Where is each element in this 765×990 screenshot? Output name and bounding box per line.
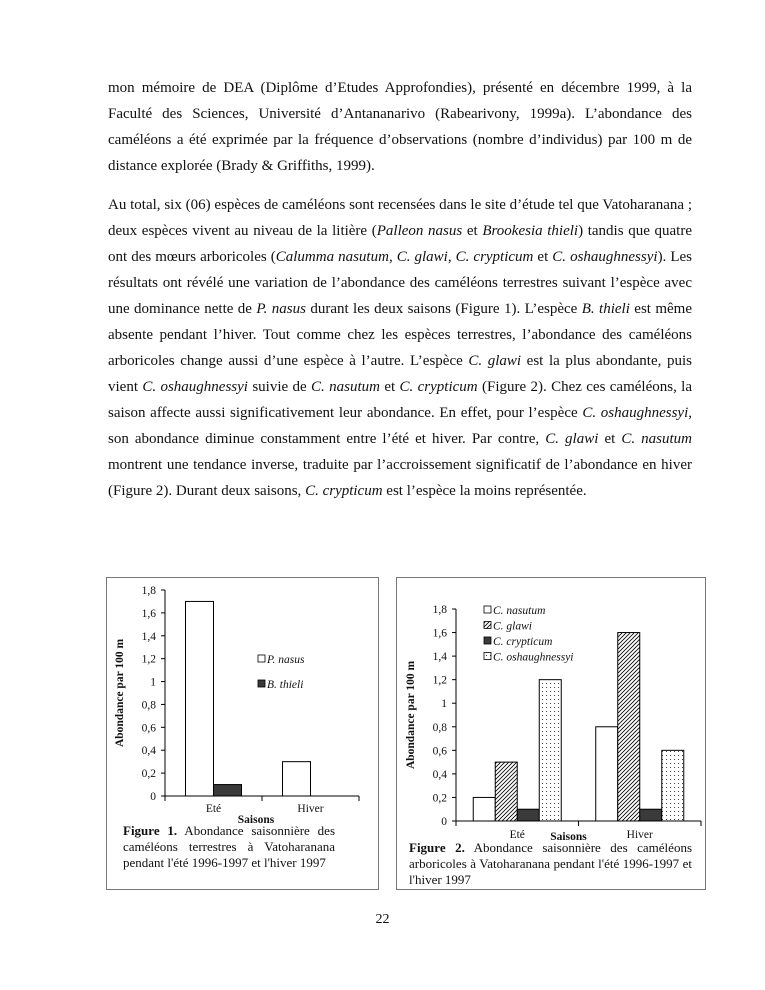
text-segment: montrent une tendance inverse, traduite par l’accroissement significatif de l’abondance en hiver (Figure 2). Durant deux saisons, <box>108 457 692 499</box>
species-name: C. glawi <box>468 353 522 369</box>
paragraph-2 <box>108 192 692 504</box>
y-tick-label: 0 <box>441 816 447 828</box>
y-tick-label: 1,6 <box>141 607 156 620</box>
text-segment: (Figure 2). Chez ces caméléons, la saison affecte aussi significativement leur abondance. En effet, pour l’espèce <box>108 379 693 421</box>
legend-swatch <box>484 637 491 644</box>
text-segment: , <box>388 249 397 265</box>
figure-2 <box>396 577 706 890</box>
text-segment: est la plus abondante, puis vient <box>108 353 692 395</box>
caption-label: Figure 2. <box>409 840 465 855</box>
y-axis-title: Abondance par 100 m <box>405 660 417 770</box>
paragraph-1 <box>108 75 692 179</box>
species-name: Brookesia thieli <box>482 223 579 239</box>
text-segment: durant les deux saisons (Figure 1). L’espèce <box>305 301 582 317</box>
species-name: B. thieli <box>581 301 630 317</box>
figure-1 <box>106 577 379 890</box>
figure-2-caption <box>409 840 692 888</box>
bar <box>662 750 684 821</box>
text-segment: est même absente pendant l’hiver. Tout comme chez les espèces terrestres, l’abondance des caméléons arboricoles change aussi d’une espèce à l’autre. L’espèce <box>108 301 692 369</box>
species-name: C. oshaughnessyi <box>582 405 689 421</box>
text-segment: est l’espèce la moins représentée. <box>382 483 587 499</box>
bar <box>186 601 214 796</box>
species-name: C. glawi <box>396 249 448 265</box>
text-segment: et <box>598 431 622 447</box>
legend-label: C. crypticum <box>493 636 553 648</box>
bar <box>596 727 618 821</box>
species-name: Palleon nasus <box>376 223 463 239</box>
y-tick-label: 1,2 <box>141 653 156 666</box>
y-tick-label: 1,8 <box>432 604 447 616</box>
legend-label: C. nasutum <box>493 605 546 617</box>
y-tick-label: 1 <box>441 698 447 711</box>
species-name: C. nasutum <box>311 379 380 395</box>
caption-text: Abondance saisonnière des caméléons arboricoles à Vatoharanana pendant l'été 1996-1997 et l'hiver 1997 <box>409 840 692 887</box>
caption-text: Abondance saisonnière des caméléons terrestres à Vatoharanana pendant l'été 1996-1997 et l'hiver 1997 <box>123 823 335 870</box>
text-segment: et <box>533 249 553 265</box>
text-segment: et <box>379 379 400 395</box>
x-axis-title: Saisons <box>237 814 275 826</box>
y-tick-label: 0,6 <box>432 745 447 758</box>
x-tick-label: Hiver <box>626 829 653 841</box>
text-segment: ). Les résultats ont révélé une variation de l’abondance des caméléons terrestres suivant l’espèce avec une dominance nette de <box>108 249 692 317</box>
y-tick-label: 0 <box>150 791 156 803</box>
legend-label: C. oshaughnessyi <box>493 651 574 664</box>
legend-swatch <box>258 655 265 662</box>
y-tick-label: 0,4 <box>141 745 156 758</box>
y-tick-label: 1,8 <box>141 585 156 597</box>
legend-swatch <box>484 606 491 613</box>
y-tick-label: 0,2 <box>432 792 447 805</box>
species-name: C. oshaughnessyi <box>552 249 658 265</box>
legend-label: C. glawi <box>493 620 532 633</box>
y-tick-label: 1 <box>150 676 156 689</box>
y-tick-label: 0,8 <box>432 721 447 734</box>
y-axis-title: Abondance par 100 m <box>114 638 126 748</box>
y-tick-label: 1,4 <box>141 630 156 643</box>
species-name: C. crypticum <box>399 379 478 395</box>
text-segment: ) tandis que quatre ont des mœurs arboricoles ( <box>108 223 692 265</box>
bar <box>618 633 640 821</box>
page-number: 22 <box>375 912 390 927</box>
species-name: C. glawi <box>545 431 599 447</box>
legend-label: P. nasus <box>267 654 305 666</box>
y-tick-label: 0,2 <box>141 768 156 781</box>
legend-swatch <box>484 653 491 660</box>
figure-1-caption <box>123 823 335 871</box>
x-axis-title: Saisons <box>550 831 587 843</box>
x-tick-label: Eté <box>509 829 525 841</box>
bar <box>283 762 311 796</box>
x-tick-label: Eté <box>205 803 222 815</box>
text-segment: , <box>447 249 456 265</box>
bar <box>640 809 662 821</box>
text-segment: et <box>462 223 483 239</box>
text-segment: suivie de <box>247 379 312 395</box>
bar <box>495 762 517 821</box>
text-segment: Au total, six (06) espèces de caméléons sont recensées dans le site d’étude tel que Vatoharanana ; deux espèces vivent au niveau de la litière ( <box>108 197 692 239</box>
bar <box>473 797 495 821</box>
text-segment: , son abondance diminue constamment entre l’été et hiver. Par contre, <box>108 405 692 447</box>
y-tick-label: 0,4 <box>432 768 447 781</box>
species-name: P. nasus <box>256 301 306 317</box>
species-name: C. crypticum <box>455 249 534 265</box>
text-segment: mon mémoire de DEA (Diplôme d’Etudes Approfondies), présenté en décembre 1999, à la Faculté des Sciences, Université d’Antananarivo (Rabearivony, 1999a). L’abondance des caméléons a été exprimée par la fréquence d’observations (nombre d’individus) par 100 m de distance explorée (Brady & Griffiths, 1999). <box>108 80 692 174</box>
bar <box>539 680 561 821</box>
y-tick-label: 1,6 <box>432 627 447 640</box>
species-name: C. oshaughnessyi <box>142 379 248 395</box>
x-tick-label: Hiver <box>297 803 324 815</box>
legend-label: B. thieli <box>267 679 304 691</box>
y-tick-label: 0,6 <box>141 722 156 735</box>
y-tick-label: 1,2 <box>432 674 447 687</box>
y-tick-label: 0,8 <box>141 699 156 712</box>
bar <box>517 809 539 821</box>
caption-label: Figure 1. <box>123 823 178 838</box>
bar <box>214 785 242 796</box>
y-tick-label: 1,4 <box>432 651 447 664</box>
species-name: C. nasutum <box>621 431 693 447</box>
species-name: Calumma nasutum <box>275 249 389 265</box>
legend-swatch <box>258 680 265 687</box>
legend-swatch <box>484 622 491 629</box>
species-name: C. crypticum <box>305 483 383 499</box>
